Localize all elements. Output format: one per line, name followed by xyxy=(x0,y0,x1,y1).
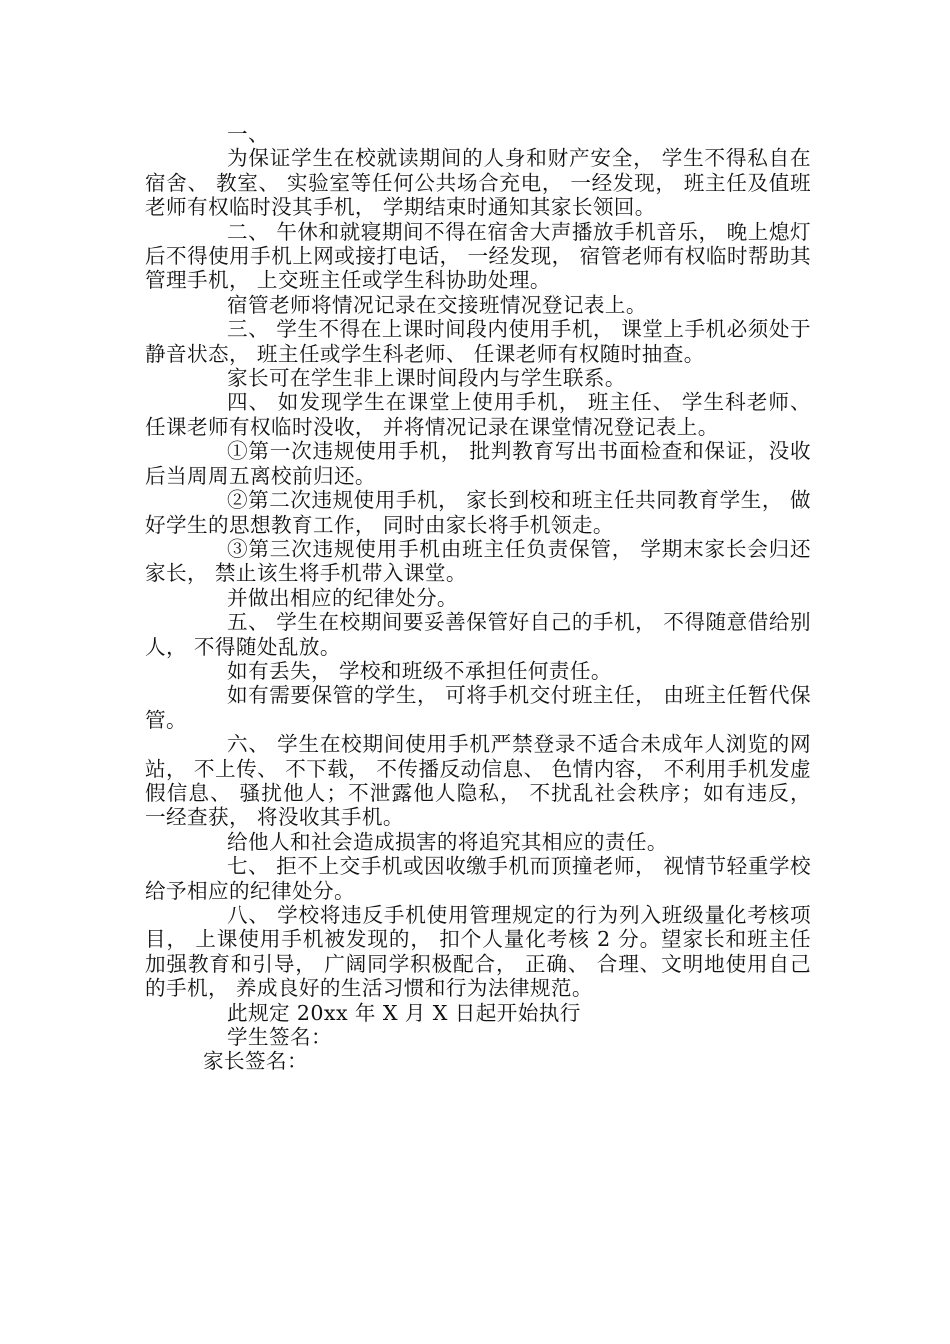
regulation-text xyxy=(145,122,818,1074)
paragraph-third-violation: ③第三次违规使用手机由班主任负责保管， 学期末家长会归还家长， 禁止该生将手机带入课堂。 xyxy=(145,536,811,586)
paragraph-rule-eight: 八、 学校将违反手机使用管理规定的行为列入班级量化考核项目， 上课使用手机被发现的， 扣个人量化考核 2 分。望家长和班主任加强教育和引导， 广阔同学积极配合， 正确、 合理、文明地使用自己的手机， 养成良好的生活习惯和行为法律规范。 xyxy=(145,903,811,1001)
paragraph-rule-three: 三、 学生不得在上课时间段内使用手机， 课堂上手机必须处于静音状态， 班主任或学生科老师、 任课老师有权随时抽查。 xyxy=(145,317,811,366)
paragraph-charging-rule: 为保证学生在校就读期间的人身和财产安全， 学生不得私自在宿舍、 教室、 实验室等任何公共场合充电， 一经发现， 班主任及值班老师有权临时没其手机， 学期结束时通知其家长领回。 xyxy=(145,146,811,220)
paragraph-parent-contact: 家长可在学生非上课时间段内与学生联系。 xyxy=(227,366,626,391)
paragraph-first-violation: ①第一次违规使用手机， 批判教育写出书面检查和保证，没收后当周周五离校前归还。 xyxy=(145,439,811,488)
paragraph-discipline: 并做出相应的纪律处分。 xyxy=(227,585,458,610)
paragraph-effective-date: 此规定 20xx 年 X 月 X 日起开始执行 xyxy=(227,1000,581,1025)
student-signature-label: 学生签名： xyxy=(227,1025,332,1050)
paragraph-custody: 如有需要保管的学生， 可将手机交付班主任， 由班主任暂代保管。 xyxy=(145,683,811,732)
paragraph-rule-four: 四、 如发现学生在课堂上使用手机， 班主任、 学生科老师、 任课老师有权临时没收， 并将情况记录在课堂情况登记表上。 xyxy=(145,390,818,439)
paragraph-damage-liability: 给他人和社会造成损害的将追究其相应的责任。 xyxy=(227,829,668,854)
paragraph-second-violation: ②第二次违规使用手机， 家长到校和班主任共同教育学生， 做好学生的思想教育工作， 同时由家长将手机领走。 xyxy=(145,488,811,537)
paragraph-dorm-record: 宿管老师将情况记录在交接班情况登记表上。 xyxy=(227,292,647,317)
parent-signature-label: 家长签名： xyxy=(203,1049,308,1074)
paragraph-rule-five: 五、 学生在校期间要妥善保管好自己的手机， 不得随意借给别人， 不得随处乱放。 xyxy=(145,610,811,659)
section-heading-one: 一、 xyxy=(227,122,269,146)
paragraph-rule-six: 六、 学生在校期间使用手机严禁登录不适合未成年人浏览的网站， 不上传、 不下载， 不传播反动信息、 色情内容， 不利用手机发虚假信息、 骚扰他人；不泄露他人隐私， 不扰乱社会秩序；如有违反， 一经查获， 将没收其手机。 xyxy=(145,732,818,830)
paragraph-loss-liability: 如有丢失， 学校和班级不承担任何责任。 xyxy=(227,658,612,683)
paragraph-rule-two: 二、 午休和就寝期间不得在宿舍大声播放手机音乐， 晚上熄灯后不得使用手机上网或接打电话， 一经发现， 宿管老师有权临时帮助其管理手机， 上交班主任或学生科协助处理。 xyxy=(145,219,811,293)
paragraph-rule-seven: 七、 拒不上交手机或因收缴手机而顶撞老师， 视情节轻重学校给予相应的纪律处分。 xyxy=(145,854,811,903)
